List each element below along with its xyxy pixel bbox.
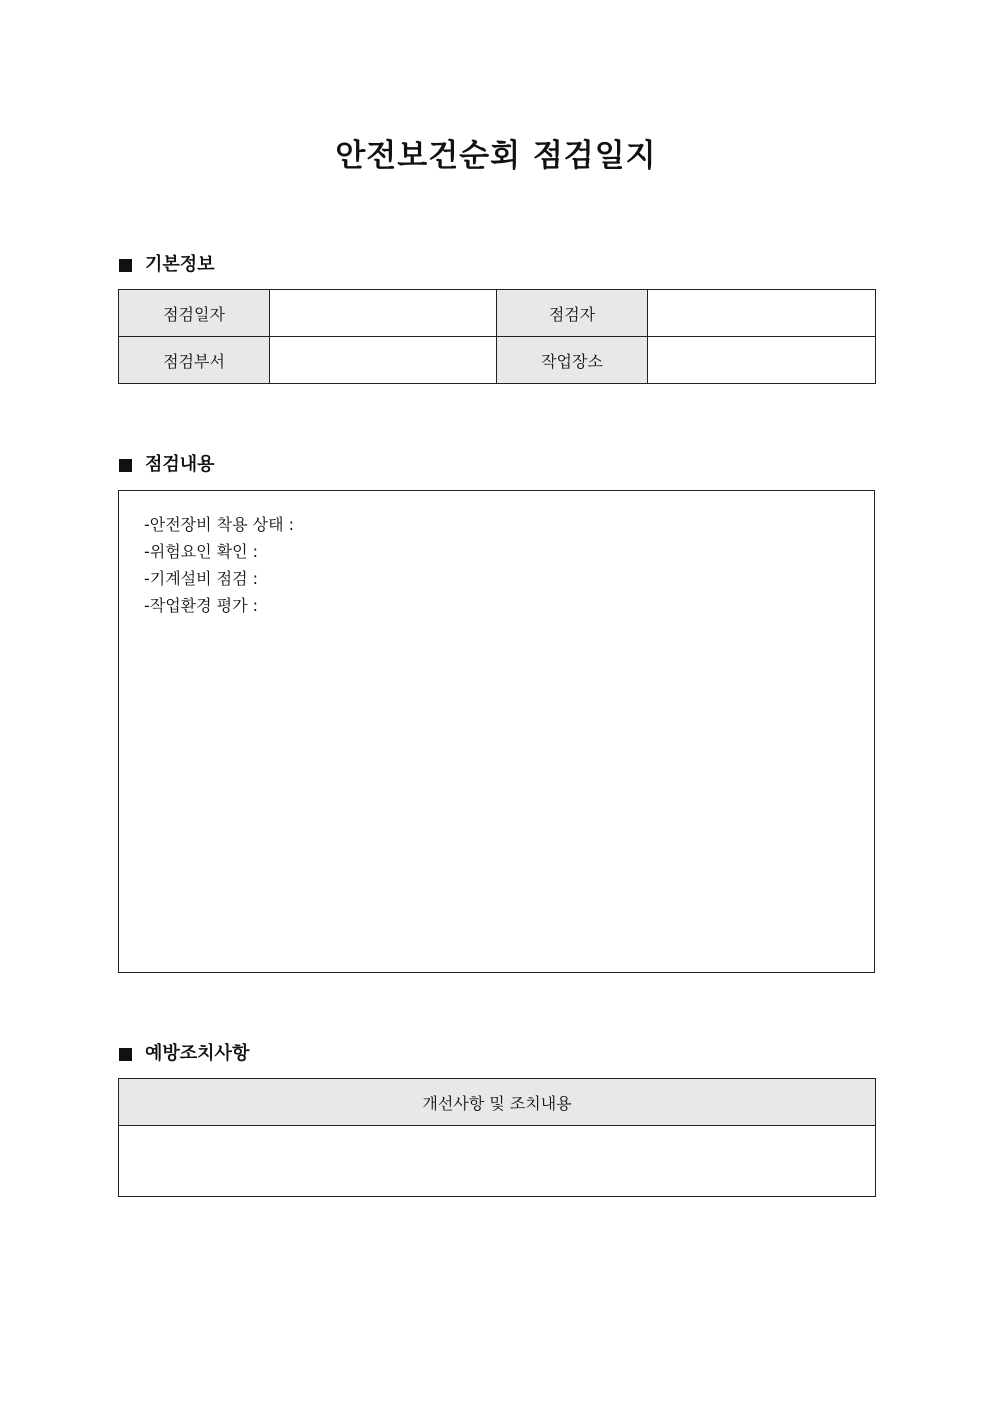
inspection-item-list (119, 491, 874, 619)
square-bullet-icon (119, 259, 132, 272)
section-heading-label: 기본정보 (145, 254, 215, 275)
department-label: 점검부서 (119, 337, 270, 384)
prevention-table (118, 1078, 876, 1197)
table-row (119, 1126, 876, 1197)
inspection-date-label: 점검일자 (119, 290, 270, 337)
department-field[interactable] (270, 337, 497, 384)
improvement-content-field[interactable] (119, 1126, 876, 1197)
page-title: 안전보건순회 점검일지 (335, 138, 657, 174)
inspection-item-hazard: -위험요인 확인 : (144, 542, 259, 561)
inspection-item-safety-gear: -안전장비 착용 상태 : (144, 515, 295, 534)
work-site-label: 작업장소 (497, 337, 648, 384)
square-bullet-icon (119, 1048, 132, 1061)
section-heading-label: 점검내용 (145, 454, 215, 475)
inspector-label: 점검자 (497, 290, 648, 337)
table-row (119, 1079, 876, 1126)
section-heading-label: 예방조치사항 (145, 1043, 250, 1064)
basic-info-table (118, 289, 876, 384)
work-site-field[interactable] (648, 337, 876, 384)
section-heading-prevention (119, 1041, 249, 1067)
section-heading-inspection (119, 452, 215, 478)
inspection-date-field[interactable] (270, 290, 497, 337)
inspection-content-box[interactable] (118, 490, 875, 973)
section-heading-basic-info (119, 252, 215, 278)
inspector-field[interactable] (648, 290, 876, 337)
improvement-column-header: 개선사항 및 조치내용 (119, 1079, 876, 1126)
table-row (119, 290, 876, 337)
inspection-item-machinery: -기계설비 점검 : (144, 569, 259, 588)
inspection-item-environment: -작업환경 평가 : (144, 596, 259, 615)
table-row (119, 337, 876, 384)
square-bullet-icon (119, 459, 132, 472)
